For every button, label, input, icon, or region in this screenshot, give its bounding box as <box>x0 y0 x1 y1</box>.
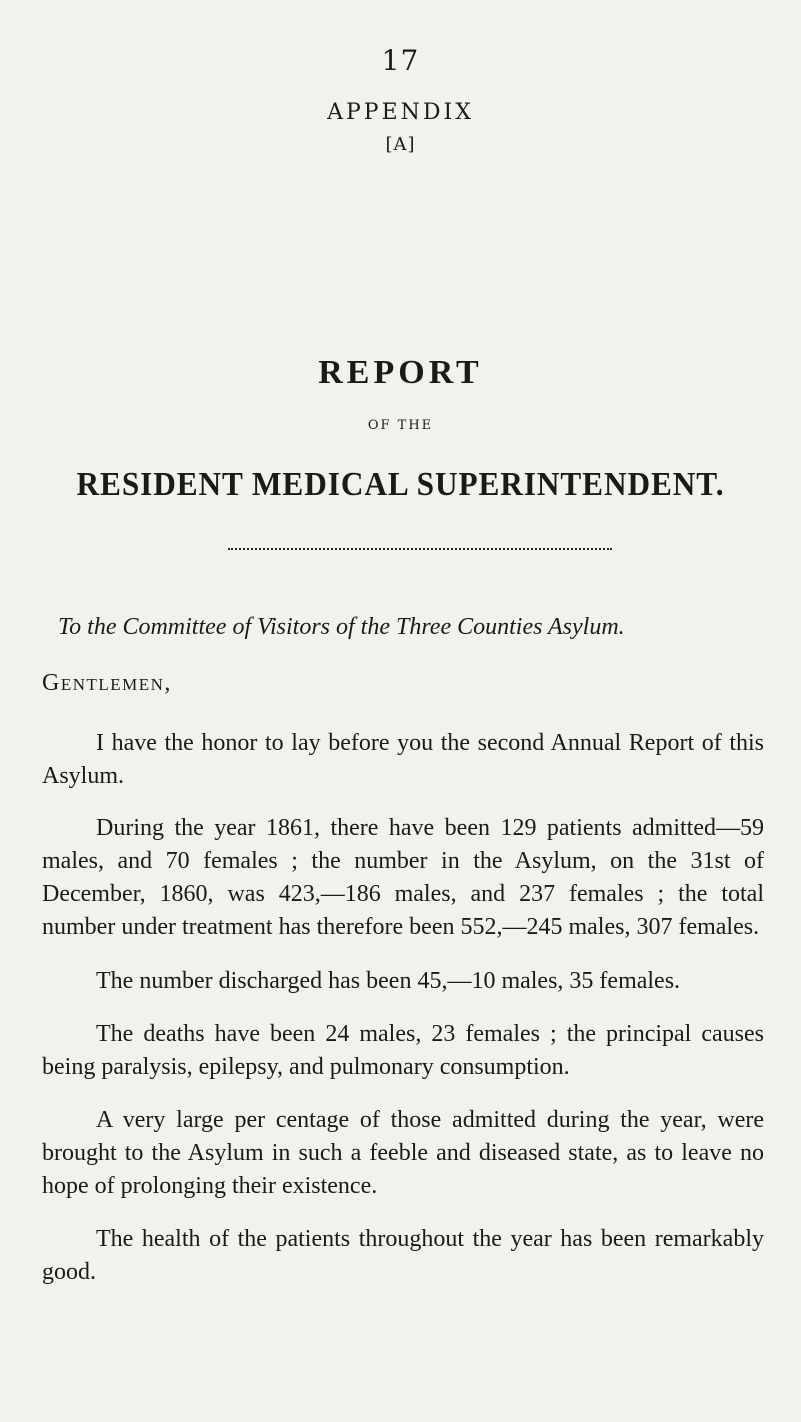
paragraph-text: The health of the patients throughout the year has been remarkably good. <box>42 1226 764 1285</box>
paragraph <box>42 965 764 998</box>
paragraph-text: The deaths have been 24 males, 23 females ; the principal causes being paralysis, epilepsy, and pulmonary consumption. <box>42 1021 764 1080</box>
letter-address: To the Committee of Visitors of the Three Counties Asylum. <box>58 614 625 640</box>
paragraph-text: I have the honor to lay before you the second Annual Report of this Asylum. <box>42 730 764 789</box>
paragraph <box>42 1104 764 1203</box>
page-number: 17 <box>381 44 420 77</box>
report-title: REPORT <box>318 354 483 391</box>
paragraph <box>42 727 764 793</box>
appendix-heading: APPENDIX <box>327 100 474 125</box>
paragraph-text: The number discharged has been 45,—10 males, 35 females. <box>96 968 681 994</box>
paragraph-text: A very large per centage of those admitted during the year, were brought to the Asylum in such a feeble and diseased state, as to leave no hope of prolonging their existence. <box>42 1107 764 1199</box>
dotted-rule-divider <box>228 548 612 550</box>
paragraph <box>42 1018 764 1084</box>
paragraph <box>42 1223 764 1289</box>
paragraph <box>42 812 764 944</box>
officer-title: RESIDENT MEDICAL SUPERINTENDENT. <box>76 466 725 503</box>
letter-salutation: Gentlemen, <box>42 670 172 696</box>
of-the-subtitle: OF THE <box>367 418 434 433</box>
paragraph-text: During the year 1861, there have been 129 patients admitted—59 males, and 70 females ; the number in the Asylum, on the 31st of December, 1860, was 423,—186 males, and 237 females ; the total number under treatment has therefore been 552,—245 males, 307 females. <box>42 815 764 940</box>
appendix-label: [A] <box>385 134 416 155</box>
